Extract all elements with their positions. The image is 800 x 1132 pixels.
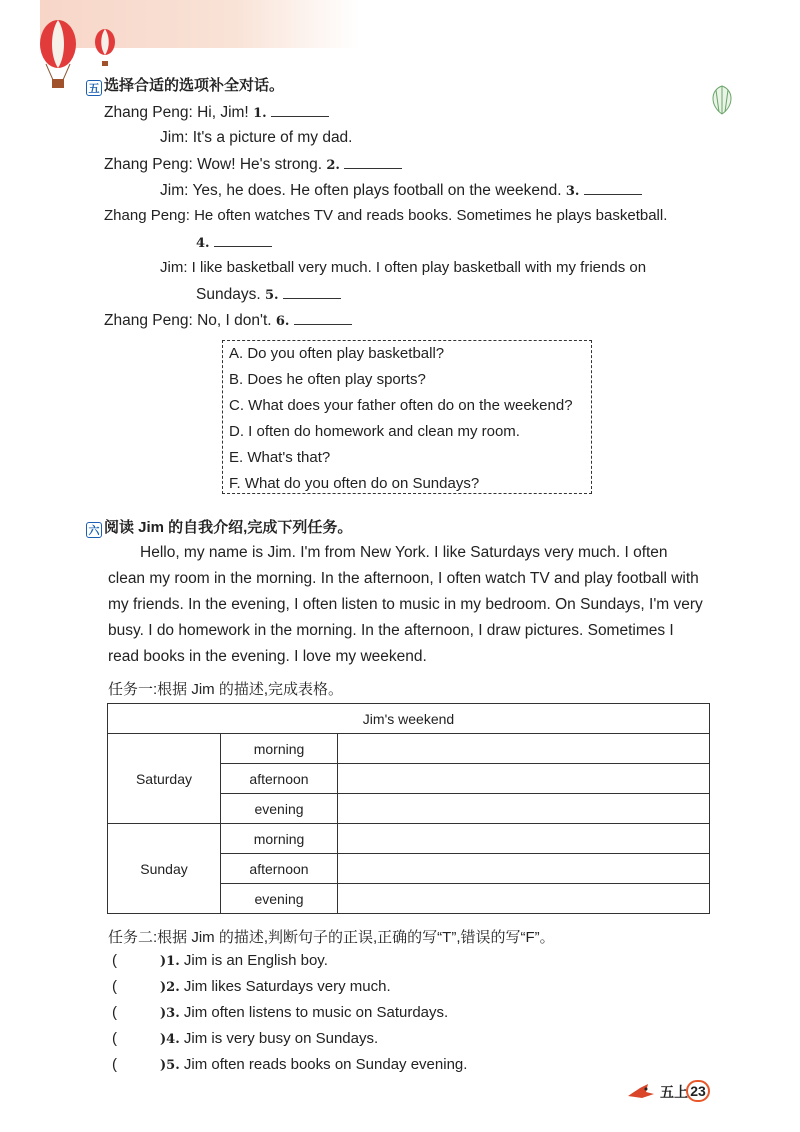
- dialogue-line-9: [104, 310, 352, 332]
- answer-paren[interactable]: (: [112, 1030, 117, 1047]
- answer-blank-1[interactable]: [271, 102, 329, 117]
- dialogue-text: Sundays.: [196, 286, 261, 303]
- day-cell-sunday: Sunday: [108, 824, 221, 914]
- option-a: A. Do you often play basketball?: [229, 345, 445, 362]
- passage-line: my friends. In the evening, I often listen to music in my bedroom. On Sundays, I'm very: [108, 596, 703, 613]
- dialogue-text: No, I don't.: [197, 312, 272, 329]
- statement-text: Jim likes Saturdays very much.: [183, 978, 391, 995]
- time-cell: morning: [221, 824, 338, 854]
- dialogue-text: Yes, he does. He often plays football on the weekend.: [192, 182, 562, 199]
- passage: [108, 540, 710, 670]
- answer-cell-sunday-evening[interactable]: [338, 884, 710, 914]
- blank-number: 5.: [264, 288, 279, 303]
- small-balloon-icon: [92, 28, 118, 68]
- answer-cell-saturday-evening[interactable]: [338, 794, 710, 824]
- option-e: E. What's that?: [229, 449, 331, 466]
- dialogue-line-7: [160, 258, 646, 278]
- page-number: 23: [686, 1080, 710, 1102]
- statement-number: )4.: [160, 1032, 180, 1047]
- speaker: Zhang Peng:: [104, 207, 190, 224]
- answer-blank-6[interactable]: [294, 310, 352, 325]
- answer-blank-3[interactable]: [584, 180, 642, 195]
- answer-cell-sunday-afternoon[interactable]: [338, 854, 710, 884]
- time-cell: evening: [221, 884, 338, 914]
- dialogue-text: He often watches TV and reads books. Sometimes he plays basketball.: [194, 207, 668, 224]
- answer-paren[interactable]: (: [112, 1004, 117, 1021]
- statement-text: Jim often listens to music on Saturdays.: [183, 1004, 449, 1021]
- answer-blank-4[interactable]: [214, 232, 272, 247]
- dialogue-text: Wow! He's strong.: [197, 156, 323, 173]
- statement-2: [112, 978, 391, 995]
- blank-number: 2.: [326, 158, 340, 173]
- weekend-table: [107, 703, 710, 914]
- statement-number: )3.: [160, 1006, 180, 1021]
- time-cell: evening: [221, 794, 338, 824]
- header-band: [40, 0, 360, 48]
- statement-text: Jim is an English boy.: [183, 952, 328, 969]
- day-cell-saturday: Saturday: [108, 734, 221, 824]
- time-cell: afternoon: [221, 764, 338, 794]
- blank-number: 3.: [565, 184, 580, 199]
- speaker: Jim:: [160, 259, 188, 276]
- answer-paren[interactable]: (: [112, 1056, 117, 1073]
- statement-4: [112, 1030, 378, 1047]
- footer-grade: 五上: [660, 1084, 688, 1100]
- bird-icon: [626, 1080, 656, 1104]
- section5-title-text: 选择合适的选项补全对话。: [104, 77, 285, 94]
- statement-text: Jim is very busy on Sundays.: [183, 1030, 379, 1047]
- hot-air-balloon-icon: [36, 18, 80, 90]
- time-cell: afternoon: [221, 854, 338, 884]
- section6-badge: 六: [86, 522, 102, 538]
- dialogue-line-5: [104, 206, 667, 226]
- dialogue-line-6: [196, 232, 272, 254]
- answer-cell-saturday-afternoon[interactable]: [338, 764, 710, 794]
- option-b: B. Does he often play sports?: [229, 371, 426, 388]
- option-f: F. What do you often do on Sundays?: [229, 475, 480, 492]
- dialogue-line-1: [104, 102, 329, 124]
- speaker: Zhang Peng:: [104, 312, 193, 329]
- table-caption: Jim's weekend: [108, 704, 710, 734]
- answer-paren[interactable]: (: [112, 978, 117, 995]
- section6-title: [86, 516, 352, 538]
- statement-number: )2.: [160, 980, 180, 995]
- dialogue-line-4: [160, 180, 642, 202]
- task2-title: 任务二:根据 Jim 的描述,判断句子的正误,正确的写“T”,错误的写“F”。: [108, 929, 555, 946]
- option-c: C. What does your father often do on the weekend?: [229, 397, 573, 414]
- dialogue-text: Hi, Jim!: [197, 104, 249, 121]
- speaker: Jim:: [160, 129, 189, 146]
- statement-text: Jim often reads books on Sunday evening.: [183, 1056, 468, 1073]
- speaker: Zhang Peng:: [104, 156, 193, 173]
- answer-paren[interactable]: (: [112, 952, 117, 969]
- answer-cell-sunday-morning[interactable]: [338, 824, 710, 854]
- task1-title: 任务一:根据 Jim 的描述,完成表格。: [108, 681, 343, 698]
- dialogue-line-2: [160, 128, 353, 148]
- blank-number: 4.: [196, 236, 210, 251]
- options-box: [222, 340, 592, 494]
- dialogue-text: I like basketball very much. I often play basketball with my friends on: [191, 259, 647, 276]
- statement-number: )1.: [160, 954, 180, 969]
- statement-1: [112, 952, 328, 969]
- passage-line: Hello, my name is Jim. I'm from New York. I like Saturdays very much. I often: [140, 544, 668, 561]
- dialogue-line-8: [196, 284, 341, 306]
- statement-number: )5.: [160, 1058, 180, 1073]
- passage-line: busy. I do homework in the morning. In the afternoon, I draw pictures. Sometimes I: [108, 622, 674, 639]
- option-d: D. I often do homework and clean my room.: [229, 423, 520, 440]
- blank-number: 6.: [275, 314, 290, 329]
- answer-cell-saturday-morning[interactable]: [338, 734, 710, 764]
- answer-blank-5[interactable]: [283, 284, 341, 299]
- answer-blank-2[interactable]: [344, 154, 402, 169]
- speaker: Jim:: [160, 182, 189, 199]
- blank-number: 1.: [253, 106, 267, 121]
- section6-title-text: 阅读 Jim 的自我介绍,完成下列任务。: [104, 519, 353, 536]
- statement-3: [112, 1004, 448, 1021]
- time-cell: morning: [221, 734, 338, 764]
- statement-5: [112, 1056, 467, 1073]
- speaker: Zhang Peng:: [104, 104, 193, 121]
- section5-badge: 五: [86, 80, 102, 96]
- dialogue-line-3: [104, 154, 402, 176]
- section5-title: [86, 74, 284, 96]
- passage-line: read books in the evening. I love my weekend.: [108, 648, 427, 665]
- green-balloon-icon: [706, 84, 738, 120]
- passage-line: clean my room in the morning. In the afternoon, I often watch TV and play football with: [108, 570, 699, 587]
- dialogue-text: It's a picture of my dad.: [192, 129, 353, 146]
